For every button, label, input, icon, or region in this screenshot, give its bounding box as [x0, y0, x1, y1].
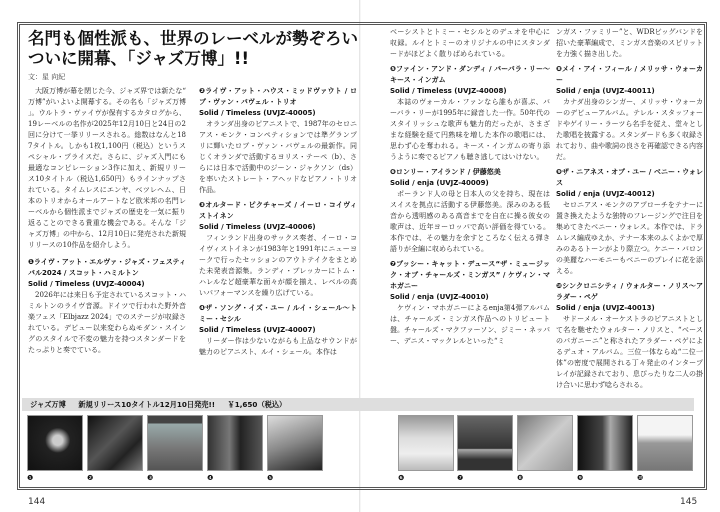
release-1 — [28, 257, 186, 356]
release-5 — [390, 64, 550, 163]
cover-number: ❻ — [398, 474, 405, 482]
cover-number: ❺ — [267, 474, 274, 482]
release-7 — [390, 259, 550, 347]
cover-number: ❼ — [457, 474, 464, 482]
release-title: ❸オルタード・ピクチャーズ / イーロ・コイヴィストイネン — [199, 201, 357, 220]
release-text: オランダ出身のピアニストで、1987年のセロニアス・モンク・コンペティションでは準グランプリに輝いたロブ・ヴァン・バヴェルの最新作。同じくオランダで活動するヨリス・テーペ（b）、さらには日本で活動中のジーン・ジャクソン（ds）を率いたストレート・アヘッドなピアノ・トリオ作品。 — [199, 120, 357, 194]
cover-number: ❷ — [87, 474, 94, 482]
release-3 — [199, 200, 357, 299]
release-title: ❹ザ・ソング・イズ・ユー / ルイ・シェール〜トミー・セシル — [199, 304, 357, 323]
release-label: Solid / enja (UVJZ-40012) — [556, 190, 655, 198]
release-6 — [390, 167, 550, 255]
release-title: ❻ロンリー・アイランド / 伊藤悠美 — [390, 168, 501, 176]
release-4-continued: ベーシストとトミー・セシルとのデュオを中心に収録。ルイとトミーのオリジナルの中にスタンダードがほどよく散りばめられている。 — [390, 28, 550, 58]
release-7-continued: ンガス・ファミリー”と、WDRビッグバンドを招いた豪華編成で、ミンガス音楽のスピリットを力強く描き出した。 — [556, 28, 703, 58]
release-title: ❶ライヴ・アット・エルヴァ・ジャズ・フェスティバル2024 / スコット・ハミルトン — [28, 258, 186, 277]
page-number-left: 144 — [28, 497, 46, 507]
release-8 — [556, 64, 703, 163]
banner-brand: ジャズ万博 — [30, 400, 66, 409]
release-title: ❽メイ・アイ・フィール / メリッサ・ウォーカー — [556, 65, 703, 84]
release-text: カナダ出身のシンガー、メリッサ・ウォーカーのデビューアルバム。テレル・スタッフォードやゲイリー・ラーツら名手を従え、堂々とした歌唱を披露する。スタンダードも多く収録されており、曲や歌詞の良さを再確認できる内容だ。 — [556, 98, 703, 161]
release-label: Solid / enja (UVJZ-40009) — [390, 179, 489, 187]
release-title: ❿シンクロニシティ / ウォルター・ノリス〜アラダー・ペゲ — [556, 282, 703, 301]
release-2 — [199, 86, 357, 196]
banner-headline: 新規リリース10タイトル12月10日発売!! — [78, 400, 215, 409]
release-label: Solid / enja (UVJZ-40011) — [556, 87, 655, 95]
release-title: ❷ライヴ・アット・ハウス・ミッドヴァウト / ロブ・ヴァン・バヴェル・トリオ — [199, 87, 357, 106]
title-line-1: 名門も個性派も、世界のレーベルが勢ぞろい — [28, 29, 358, 48]
album-cover-5 — [267, 415, 323, 471]
album-cover-4 — [207, 415, 263, 471]
column-left-1 — [28, 86, 186, 356]
cover-number: ❽ — [517, 474, 524, 482]
cover-number: ❶ — [27, 474, 34, 482]
release-text: 2026年には来日も予定されているスコット・ハミルトンのライヴ音源。ドイツで行われた野外音楽フェス「Elbjazz 2024」でのステージが収録されている。デビュー以来変わらぬモダン・スイングのスタイルで不変の魅力を持つスタンダードをたっぷりと奏でている。 — [28, 291, 186, 354]
release-label: Solid / enja (UVJZ-40010) — [390, 293, 489, 301]
release-text: リーダー作は少ないながらも上品なサウンドが魅力のピアニスト、ルイ・シェール。本作は — [199, 337, 357, 356]
album-cover-6 — [398, 415, 454, 471]
album-cover-8 — [517, 415, 573, 471]
release-label: Solid / Timeless (UVJZ-40004) — [28, 280, 145, 288]
album-cover-10 — [637, 415, 693, 471]
cover-number: ❸ — [147, 474, 154, 482]
column-left-2 — [199, 86, 357, 358]
release-title: ❺ファイン・アンド・ダンディ / バーバラ・リー〜キース・インガム — [390, 65, 550, 84]
release-text: セロニアス・モンクのアプローチをテナーに置き換えたような独特のフレージングで注目を集めてきたベニー・ウォレス。本作では、ドラムレス編成ゆえか、テナー本来のふくよかで厚みのあるトーンがより際立つ。ケニー・バロンの美麗なハーモニーもベニーのプレイに花を添える。 — [556, 201, 703, 275]
release-4 — [199, 303, 357, 358]
banner-price: ￥1,650（税込） — [227, 400, 287, 409]
release-label: Solid / Timeless (UVJZ-40006) — [199, 223, 316, 231]
cover-number: ❹ — [207, 474, 214, 482]
release-title: ❼プッシー・キャット・デュース“ザ・ミュージック・オブ・チャールズ・ミンガス” / ケヴィン・マホガニー — [390, 260, 550, 290]
cover-number: ❿ — [637, 474, 644, 482]
release-10 — [556, 281, 703, 391]
album-cover-1 — [27, 415, 83, 471]
release-text: サドーメル・オーケストラのピアニストとして名を馳せたウォルター・ノリスと、“ベースのパガニーニ”と称されたアラダー・ペゲによるデュオ・アルバム。三位一体ならぬ“二位一体”の密度で展開される丁々発止のインタープレイが記録されており、息ぴったりな二人の掛け合いに思わず唸らされる。 — [556, 315, 703, 389]
release-text: ケヴィン・マホガニーによるenja第4弾アルバムは、チャールズ・ミンガス作品へのトリビュート盤。チャールズ・マクファーソン、ジミー・ネッパー、デニス・マックレルといった“ミ — [390, 304, 550, 345]
column-right-2 — [556, 27, 703, 391]
release-title: ❾ザ・ニアネス・オブ・ユー / ベニー・ウォレス — [556, 168, 703, 187]
release-9 — [556, 167, 703, 277]
page-number-right: 145 — [680, 497, 698, 507]
release-label: Solid / Timeless (UVJZ-40007) — [199, 326, 316, 334]
intro-paragraph: 大阪万博が幕を閉じた今、ジャズ界では新たな“万博”がいよいよ開幕する。その名も「ジャズ万博」。ウルトラ・ヴァイヴが保有するカタログから、19レーベルの名作が2025年12月10日と24日の2回に分けて一挙リリースされる。総数はなんと187タイトル。しかも1枚1,100円（税込）というスペシャル・プライスだ。さらに、ジャズ入門にも最適なコンピレーション3作に加え、新規リリース10タイトル（税込1,650円）もラインナップされている。タイムレスにエンヤ、ベツレヘム、日本のトリオからオールアートなど欧米邦の名門レーベルから個性派までジャズの歴史を一気に振り返ることのできる貴重な機会である。そんな「ジャズ万博」の中から、12月10日に発売された新規リリースの10作品を紹介しよう。 — [28, 87, 186, 249]
article-title — [28, 29, 358, 69]
album-cover-9 — [577, 415, 633, 471]
release-text: 本誌のヴォーカル・ファンなら誰もが喜ぶ、バーバラ・リーが1995年に録音した一作。50年代のスタイリッシュな歌声も魅力的だったが、さまざまな経験を経て円熟味を増した本作の歌唱には、思わず心を奪われる。キース・インガムの寄り添うように奏でるピアノも聴き逃してはいけない。 — [390, 98, 550, 161]
release-label: Solid / Timeless (UVJZ-40005) — [199, 109, 316, 117]
release-text: ポーランド人の母と日本人の父を持ち、現在はスイスを拠点に活動する伊藤悠美。深みのある低音から透明感のある高音までを自在に操る彼女の歌声は、近年ヨーロッパで高い評価を得ている。本作では、その魅力を余すところなく伝える弾き語りが全編に収められている。 — [390, 190, 550, 253]
release-banner — [22, 398, 694, 411]
album-cover-3 — [147, 415, 203, 471]
release-label: Solid / enja (UVJZ-40013) — [556, 304, 655, 312]
release-label: Solid / Timeless (UVJZ-40008) — [390, 87, 507, 95]
title-line-2: ついに開幕、「ジャズ万博」!! — [28, 49, 249, 68]
byline: 文：星 向紀 — [28, 73, 66, 81]
release-text: フィンランド出身のサックス奏者、イーロ・コイヴィストイネンが1983年と1991年にニューヨークで行ったセッションのアウトテイクをまとめた未発表音源集。ランディ・ブレッカーにトム・ハレルなど超豪華な面々が顔を揃え、レベルの高いパフォーマンスを繰り広げている。 — [199, 234, 357, 297]
column-right-1 — [390, 27, 550, 347]
album-cover-2 — [87, 415, 143, 471]
cover-number: ❾ — [577, 474, 584, 482]
album-cover-7 — [457, 415, 513, 471]
